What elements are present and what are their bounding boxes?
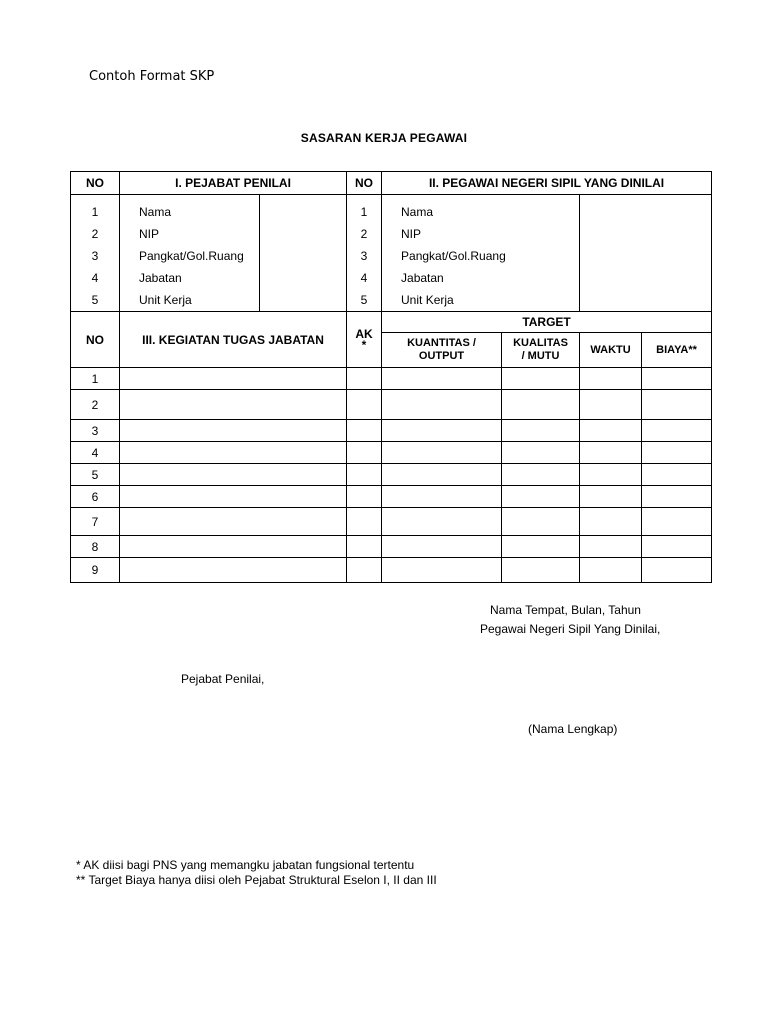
ak-cell[interactable]	[347, 536, 382, 558]
table-row	[71, 442, 712, 464]
row-number: 4	[347, 267, 382, 289]
biaya-cell[interactable]	[642, 558, 712, 583]
kuantitas-header	[382, 333, 502, 368]
target-header: TARGET	[382, 312, 712, 333]
kuantitas-cell[interactable]	[382, 420, 502, 442]
biaya-cell[interactable]	[642, 442, 712, 464]
kualitas-cell[interactable]	[502, 508, 580, 536]
identity-row	[71, 245, 712, 267]
row-number: 9	[71, 558, 120, 583]
ak-cell[interactable]	[347, 464, 382, 486]
pns-field-label: NIP	[401, 227, 422, 241]
pns-field-label: Pangkat/Gol.Ruang	[401, 249, 506, 263]
kualitas-cell[interactable]	[502, 558, 580, 583]
pejabat-penilai-header: I. PEJABAT PENILAI	[120, 172, 347, 195]
row-number: 6	[71, 486, 120, 508]
waktu-header: WAKTU	[580, 333, 642, 368]
pns-value-cell[interactable]	[580, 289, 712, 312]
table-row	[71, 536, 712, 558]
identity-row	[71, 195, 712, 224]
ak-cell[interactable]	[347, 420, 382, 442]
row-number: 3	[347, 245, 382, 267]
pns-field-label: Unit Kerja	[401, 293, 454, 307]
kuantitas-line1: KUANTITAS /	[407, 337, 476, 349]
waktu-cell[interactable]	[580, 420, 642, 442]
row-number: 5	[71, 464, 120, 486]
pns-value-cell[interactable]	[580, 223, 712, 245]
pns-dinilai-header: II. PEGAWAI NEGERI SIPIL YANG DINILAI	[382, 172, 712, 195]
kualitas-cell[interactable]	[502, 390, 580, 420]
pejabat-field-label: Unit Kerja	[120, 289, 260, 312]
ak-header	[347, 312, 382, 368]
ak-cell[interactable]	[347, 368, 382, 390]
kualitas-header	[502, 333, 580, 368]
waktu-cell[interactable]	[580, 508, 642, 536]
pns-signature-title: Pegawai Negeri Sipil Yang Dinilai,	[480, 622, 661, 636]
kuantitas-cell[interactable]	[382, 390, 502, 420]
pns-field-label: Nama	[401, 205, 434, 219]
ak-cell[interactable]	[347, 508, 382, 536]
kuantitas-cell[interactable]	[382, 442, 502, 464]
kualitas-cell[interactable]	[502, 420, 580, 442]
pns-field-label: Jabatan	[401, 271, 444, 285]
waktu-cell[interactable]	[580, 464, 642, 486]
pejabat-field-label: Pangkat/Gol.Ruang	[139, 249, 244, 263]
pns-value-cell[interactable]	[580, 267, 712, 289]
pejabat-value-cell[interactable]	[260, 245, 347, 267]
table-row	[71, 390, 712, 420]
biaya-cell[interactable]	[642, 536, 712, 558]
kegiatan-cell[interactable]	[120, 442, 347, 464]
ak-cell[interactable]	[347, 390, 382, 420]
kegiatan-header: III. KEGIATAN TUGAS JABATAN	[120, 312, 347, 368]
table-row	[71, 464, 712, 486]
waktu-cell[interactable]	[580, 390, 642, 420]
kualitas-line1: KUALITAS	[513, 337, 568, 349]
pejabat-field-label: NIP	[139, 227, 160, 241]
row-number: 1	[71, 195, 120, 224]
biaya-cell[interactable]	[642, 390, 712, 420]
waktu-cell[interactable]	[580, 536, 642, 558]
row-number: 4	[71, 442, 120, 464]
footnotes	[76, 858, 437, 888]
kualitas-cell[interactable]	[502, 368, 580, 390]
identity-row	[71, 289, 712, 312]
kuantitas-cell[interactable]	[382, 464, 502, 486]
kuantitas-cell[interactable]	[382, 368, 502, 390]
biaya-header: BIAYA**	[642, 333, 712, 368]
table-row	[71, 508, 712, 536]
ak-cell[interactable]	[347, 442, 382, 464]
pejabat-value-cell[interactable]	[260, 267, 347, 289]
kegiatan-cell[interactable]	[120, 508, 347, 536]
identity-row	[71, 267, 712, 289]
waktu-cell[interactable]	[580, 368, 642, 390]
row-number: 3	[71, 420, 120, 442]
ak-cell[interactable]	[347, 486, 382, 508]
identity-row	[71, 223, 712, 245]
kualitas-cell[interactable]	[502, 464, 580, 486]
footnote-ak: * AK diisi bagi PNS yang memangku jabatan fungsional tertentu	[76, 858, 415, 872]
no-header-2: NO	[347, 172, 382, 195]
ak-asterisk: *	[361, 337, 367, 352]
table-row	[71, 420, 712, 442]
skp-form-table	[70, 171, 712, 583]
pejabat-signature-title: Pejabat Penilai,	[181, 672, 265, 686]
row-number: 5	[71, 289, 120, 312]
no-header-3: NO	[71, 312, 120, 368]
waktu-cell[interactable]	[580, 558, 642, 583]
kegiatan-cell[interactable]	[120, 390, 347, 420]
pejabat-value-cell[interactable]	[260, 289, 347, 312]
ak-cell[interactable]	[347, 558, 382, 583]
kegiatan-cell[interactable]	[120, 486, 347, 508]
row-number: 7	[71, 508, 120, 536]
kuantitas-cell[interactable]	[382, 536, 502, 558]
kuantitas-cell[interactable]	[382, 486, 502, 508]
waktu-cell[interactable]	[580, 486, 642, 508]
kegiatan-cell[interactable]	[120, 464, 347, 486]
document-label: Contoh Format SKP	[89, 69, 215, 84]
row-number: 2	[71, 223, 120, 245]
kegiatan-cell[interactable]	[120, 558, 347, 583]
biaya-cell[interactable]	[642, 420, 712, 442]
kuantitas-cell[interactable]	[382, 558, 502, 583]
kualitas-cell[interactable]	[502, 442, 580, 464]
kualitas-cell[interactable]	[502, 486, 580, 508]
kualitas-cell[interactable]	[502, 536, 580, 558]
row-number: 2	[71, 390, 120, 420]
form-title: SASARAN KERJA PEGAWAI	[300, 131, 468, 145]
table-row	[71, 486, 712, 508]
table-row	[71, 368, 712, 390]
biaya-cell[interactable]	[642, 486, 712, 508]
kegiatan-header-row	[71, 312, 712, 333]
kuantitas-cell[interactable]	[382, 508, 502, 536]
row-number: 5	[347, 289, 382, 312]
identity-header-row	[71, 172, 712, 195]
row-number: 2	[347, 223, 382, 245]
kualitas-line2: / MUTU	[521, 350, 560, 362]
pejabat-field-label: Jabatan	[139, 271, 182, 285]
biaya-cell[interactable]	[642, 464, 712, 486]
no-header-1: NO	[71, 172, 120, 195]
pns-value-cell[interactable]	[580, 195, 712, 224]
kuantitas-line2: OUTPUT	[418, 350, 465, 362]
footnote-biaya: ** Target Biaya hanya diisi oleh Pejabat Struktural Eselon I, II dan III	[76, 873, 437, 887]
pns-value-cell[interactable]	[580, 245, 712, 267]
waktu-cell[interactable]	[580, 442, 642, 464]
row-number: 1	[71, 368, 120, 390]
pejabat-value-cell[interactable]	[260, 223, 347, 245]
kegiatan-cell[interactable]	[120, 536, 347, 558]
ak-label: AK	[355, 326, 373, 341]
row-number: 3	[71, 245, 120, 267]
row-number: 1	[347, 195, 382, 224]
nama-lengkap-placeholder: (Nama Lengkap)	[528, 722, 618, 736]
place-date-line: Nama Tempat, Bulan, Tahun	[490, 603, 641, 617]
row-number: 4	[71, 267, 120, 289]
pejabat-value-cell[interactable]	[260, 195, 347, 224]
kegiatan-cell[interactable]	[120, 368, 347, 390]
kegiatan-cell[interactable]	[120, 420, 347, 442]
table-row	[71, 558, 712, 583]
biaya-cell[interactable]	[642, 368, 712, 390]
pejabat-field-label: Nama	[139, 205, 172, 219]
row-number: 8	[71, 536, 120, 558]
biaya-cell[interactable]	[642, 508, 712, 536]
